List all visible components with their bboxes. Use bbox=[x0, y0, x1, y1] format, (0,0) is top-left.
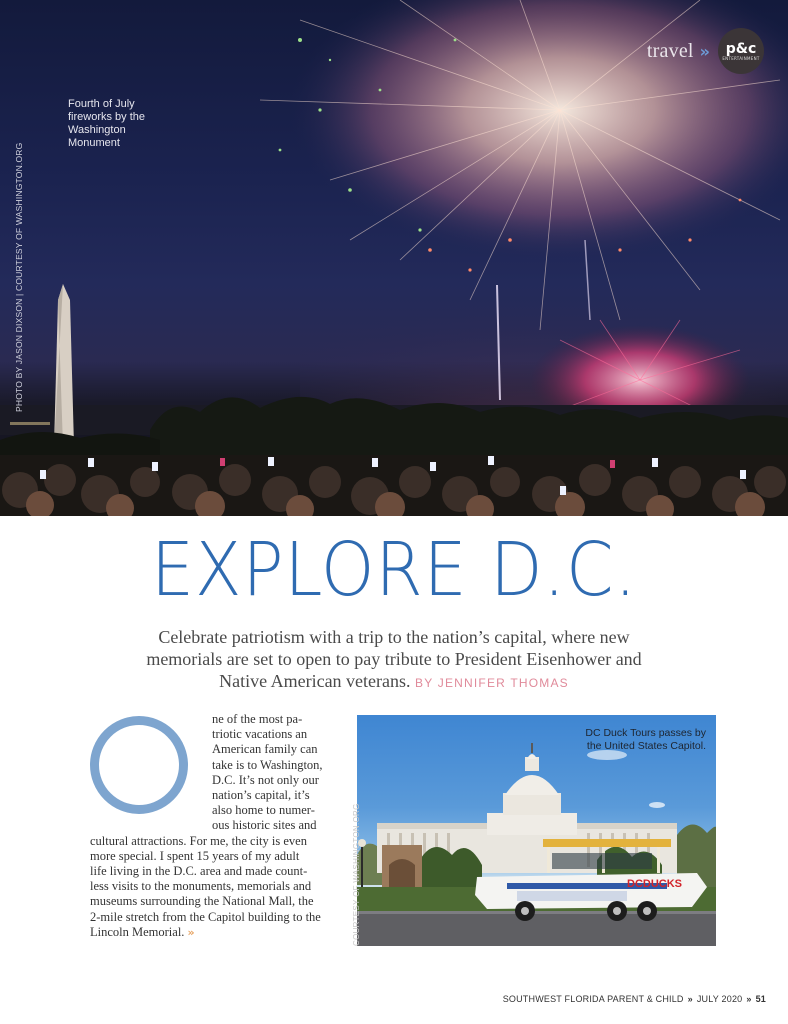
headline: EXPLORE D.C. bbox=[150, 527, 638, 613]
issue-date: JULY 2020 bbox=[696, 994, 743, 1004]
body-line: nation’s capital, it’s bbox=[212, 788, 310, 803]
footer-separator-icon: » bbox=[687, 994, 693, 1004]
section-tag bbox=[647, 28, 764, 74]
publication-name: SOUTHWEST FLORIDA PARENT & CHILD bbox=[502, 994, 684, 1004]
body-line: 2-mile stretch from the Capitol building to the bbox=[90, 909, 321, 924]
double-chevron-icon: » bbox=[699, 41, 710, 61]
body-line: triotic vacations an bbox=[212, 727, 308, 742]
dek bbox=[130, 626, 658, 694]
body-line: less visits to the monuments, memorials and bbox=[90, 879, 312, 894]
body-line-text: Lincoln Memorial. bbox=[90, 924, 185, 939]
hero-photo-credit: PHOTO BY JASON DIXSON | COURTESY OF WASHINGTON.ORG bbox=[14, 142, 24, 412]
dek-text: Celebrate patriotism with a trip to the nation’s capital, where new memorials are set to open to pay tribute to President Eisenhower and Native American veterans. bbox=[146, 627, 642, 691]
hero-caption: Fourth of July fireworks by the Washington Monument bbox=[68, 98, 146, 149]
duck-tour-photo bbox=[357, 715, 716, 946]
body-line: ous historic sites and bbox=[212, 818, 317, 833]
article-body bbox=[90, 712, 330, 940]
body-line: D.C. It’s not only our bbox=[212, 772, 319, 787]
body-line: also home to numer- bbox=[212, 803, 315, 818]
body-line: cultural attractions. For me, the city is even bbox=[90, 833, 307, 848]
pc-logo bbox=[718, 28, 764, 74]
duck-tour-caption: DC Duck Tours passes by the United States Capitol. bbox=[585, 727, 706, 752]
section-label: travel bbox=[646, 39, 694, 62]
body-line: ne of the most pa- bbox=[212, 712, 303, 726]
body-line-last bbox=[90, 925, 330, 940]
duck-tour-credit: COURTESY OF WASHINGTON.ORG bbox=[352, 803, 361, 946]
logo-text: p&c bbox=[725, 40, 757, 57]
body-line: American family can bbox=[212, 742, 318, 757]
byline: BY JENNIFER THOMAS bbox=[415, 676, 569, 690]
boat-brand: DCDUCKS bbox=[627, 878, 682, 890]
end-mark-icon: » bbox=[187, 925, 195, 939]
footer-separator-icon: » bbox=[746, 994, 752, 1004]
body-line: take is to Washington, bbox=[212, 757, 323, 772]
page-footer bbox=[503, 994, 766, 1004]
body-line: life living in the D.C. area and made count- bbox=[90, 864, 308, 879]
logo-subtext: ENTERTAINMENT bbox=[722, 55, 760, 61]
body-line: more special. I spent 15 years of my adult bbox=[90, 848, 300, 863]
page-number: 51 bbox=[755, 994, 766, 1004]
body-line: museums surrounding the National Mall, the bbox=[90, 894, 314, 909]
